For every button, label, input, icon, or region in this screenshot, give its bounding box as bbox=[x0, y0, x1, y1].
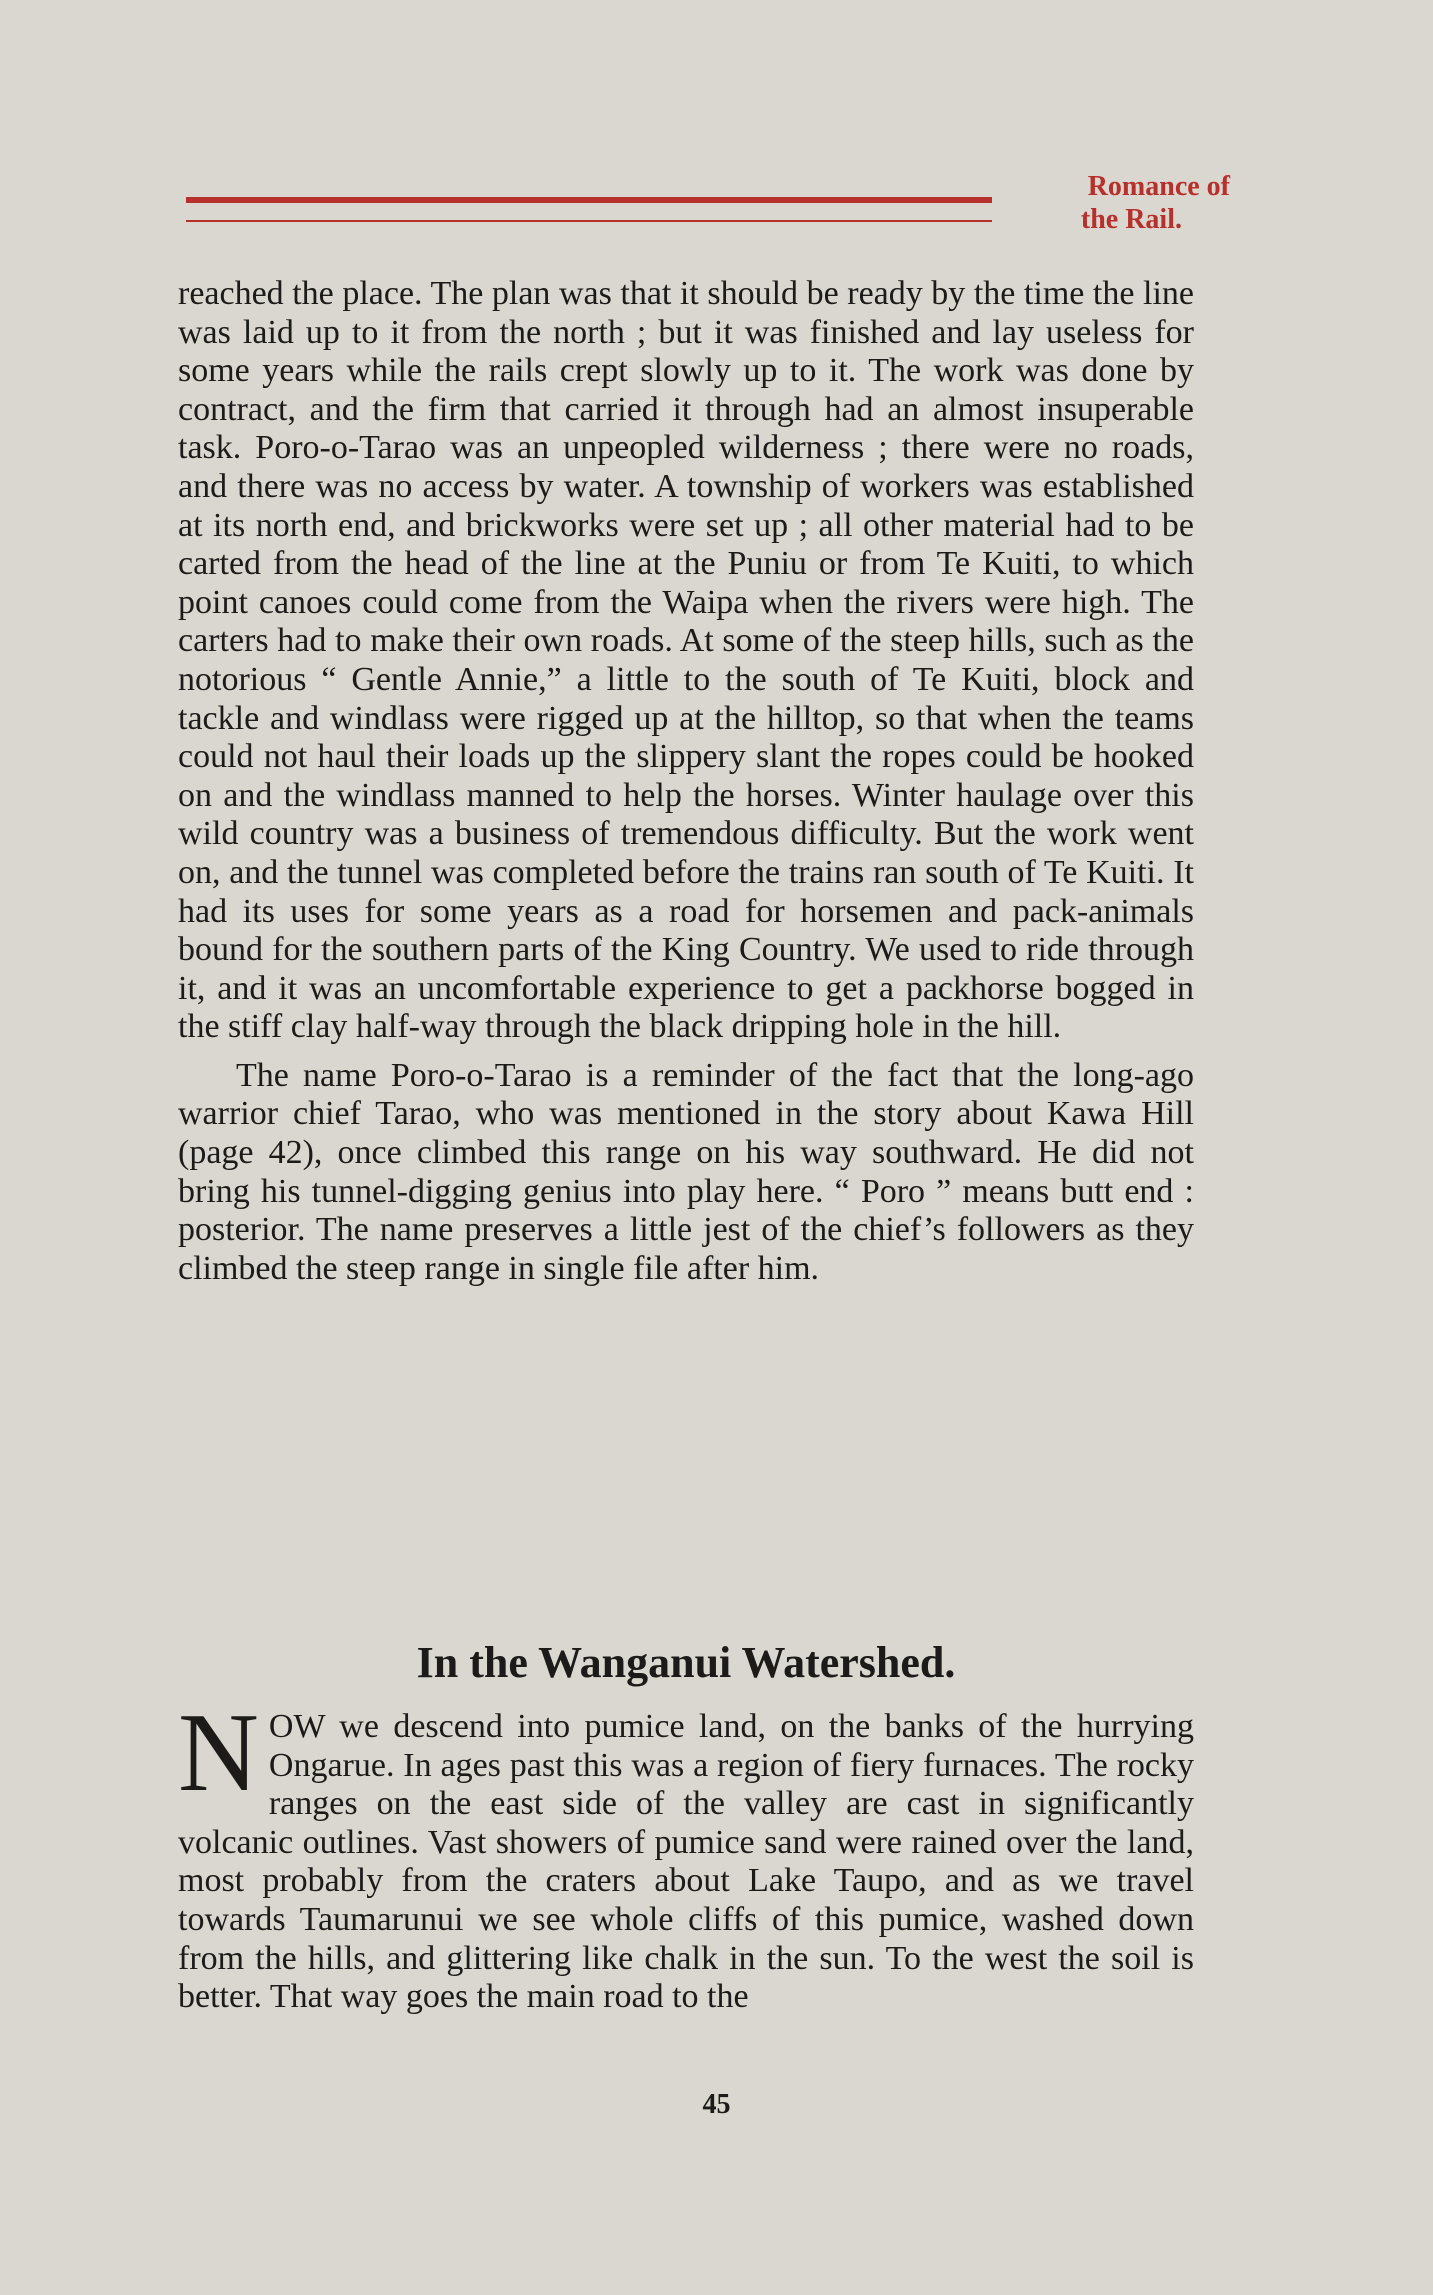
body-paragraph-1: reached the place. The plan was that it should be ready by the time the line was laid up to it from the north ; but it was finished and lay useless for some years while the rails crept slowly up to it. The work was done by contract, and the firm that carried it through had an almost insuperable task. Poro-o-Tarao was an unpeopled wilderness ; there were no roads, and there was no access by water. A township of workers was established at its north end, and brickworks were set up ; all other material had to be carted from the head of the line at the Puniu or from Te Kuiti, to which point canoes could come from the Waipa when the rivers were high. The carters had to make their own roads. At some of the steep hills, such as the notorious “ Gentle Annie,” a little to the south of Te Kuiti, block and tackle and windlass were rigged up at the hilltop, so that when the teams could not haul their loads up the slippery slant the ropes could be hooked on and the windlass manned to help the horses. Winter haulage over this wild country was a business of tremendous difficulty. But the work went on, and the tunnel was completed before the trains ran south of Te Kuiti. It had its uses for some years as a road for horsemen and pack-animals bound for the southern parts of the King Country. We used to ride through it, and it was an uncomfortable experience to get a packhorse bogged in the stiff clay half-way through the black dripping hole in the hill. bbox=[178, 275, 1194, 1046]
section-paragraph bbox=[178, 1691, 1194, 2017]
body-text bbox=[178, 275, 1194, 1288]
running-head-thin-rule bbox=[186, 220, 992, 222]
section-paragraph-text: OW we descend into pumice land, on the banks of the hurrying Ongarue. In ages past this was a region of fiery furnaces. The rocky ranges on the east side of the valley are cast in significantly volcanic outlines. Vast showers of pumice sand were rained over the land, most probably from the craters about Lake Taupo, and as we travel towards Taumarunui we see whole cliffs of this pumice, washed down from the hills, and glittering like chalk in the sun. To the west the soil is better. That way goes the main road to the bbox=[178, 1708, 1194, 2016]
body-paragraph-2: The name Poro-o-Tarao is a reminder of the fact that the long-ago warrior chief Tarao, who was mentioned in the story about Kawa Hill (page 42), once climbed this range on his way southward. He did not bring his tunnel-digging genius into play here. “ Poro ” means butt end : posterior. The name preserves a little jest of the chief’s followers as they climbed the steep range in single file after him. bbox=[178, 1056, 1194, 1287]
section-heading: In the Wanganui Watershed. bbox=[416, 1638, 956, 1687]
running-head bbox=[1000, 170, 1230, 236]
page-number: 45 bbox=[702, 2089, 731, 2120]
running-head-line1: Romance of bbox=[1087, 171, 1230, 202]
running-head-thick-rule bbox=[186, 197, 992, 203]
running-head-rules bbox=[186, 197, 992, 222]
running-head-line2: the Rail. bbox=[1080, 204, 1182, 235]
drop-cap: N bbox=[178, 1691, 259, 1815]
